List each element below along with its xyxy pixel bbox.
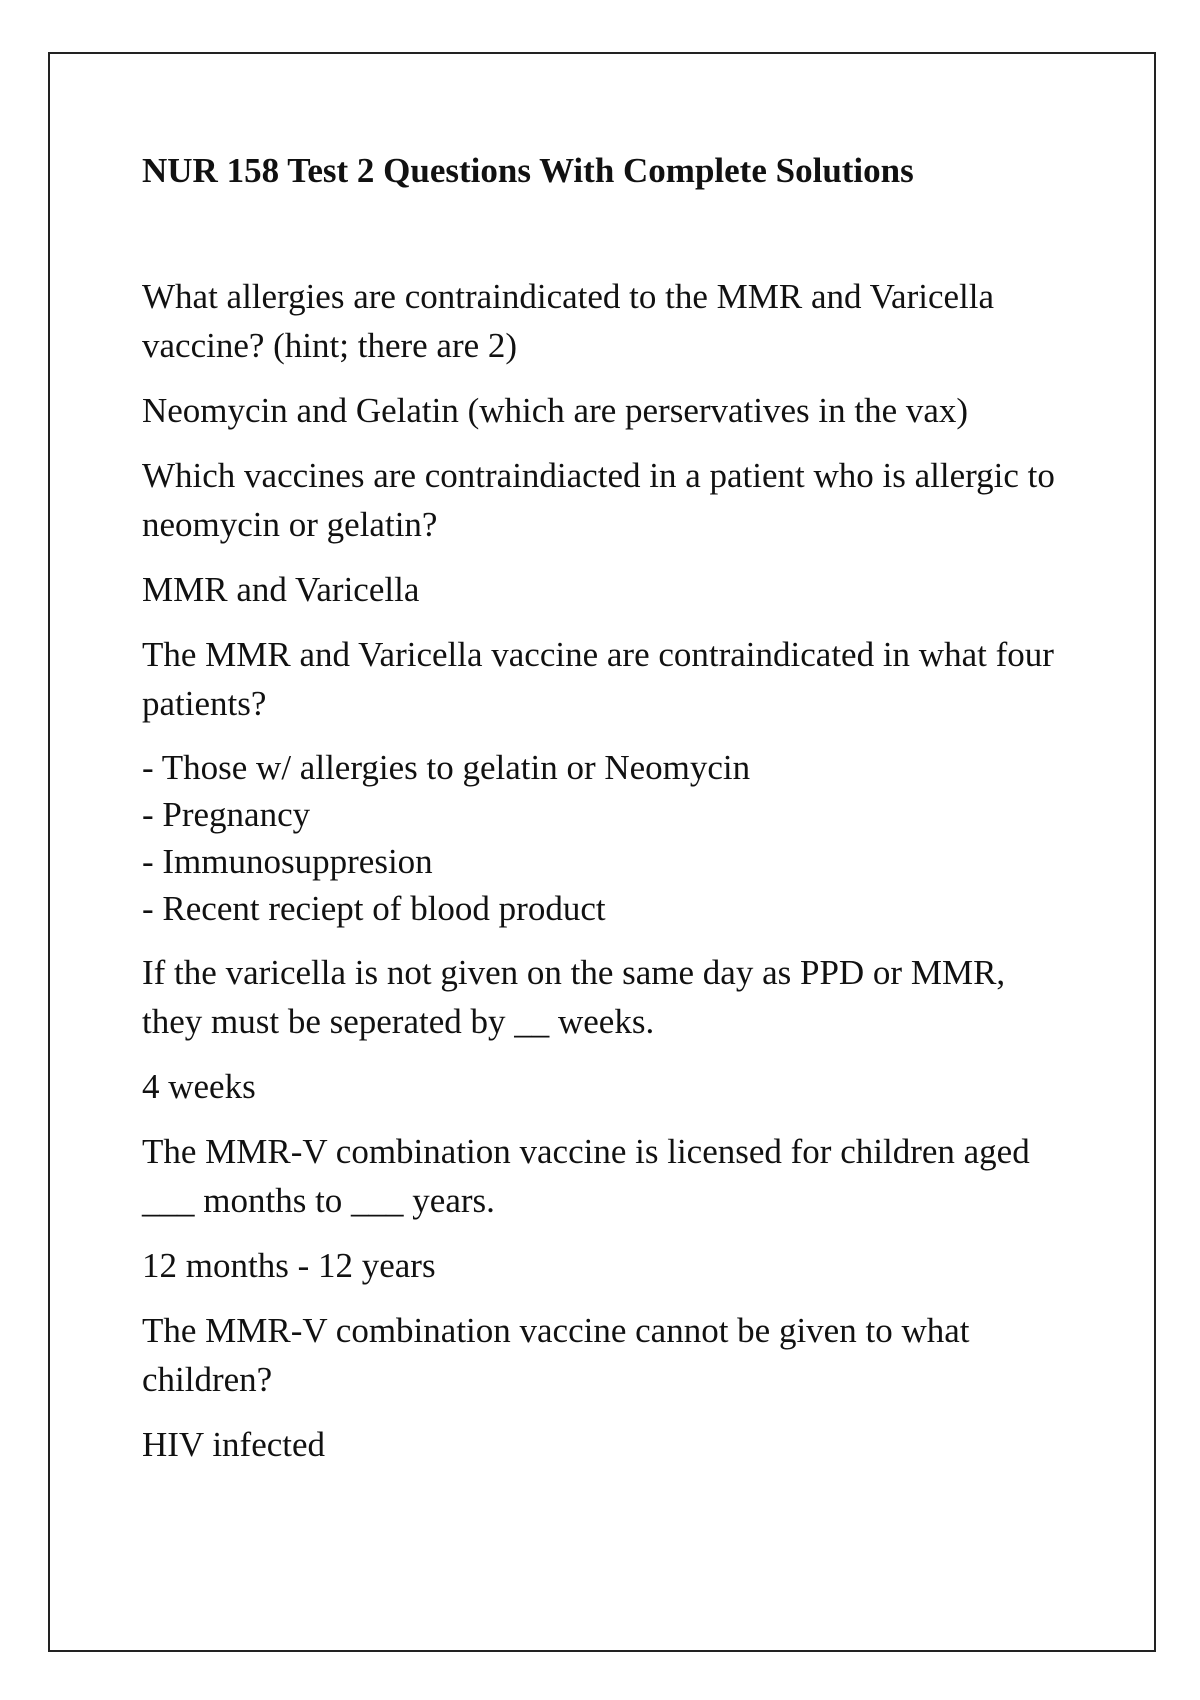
answer-4: 4 weeks <box>142 1067 256 1106</box>
question-2: Which vaccines are contraindiacted in a patient who is allergic to neomycin or gelatin? <box>142 456 1055 544</box>
answer-1: Neomycin and Gelatin (which are perservatives in the vax) <box>142 391 969 430</box>
question-3: The MMR and Varicella vaccine are contraindicated in what four patients? <box>142 635 1054 723</box>
document-body <box>142 150 1062 1485</box>
question-1: What allergies are contraindicated to the MMR and Varicella vaccine? (hint; there are 2) <box>142 277 994 365</box>
question-5: The MMR-V combination vaccine is licensed for children aged ___ months to ___ years. <box>142 1132 1030 1220</box>
answer-5: 12 months - 12 years <box>142 1246 436 1285</box>
answer-3-line: - Immunosuppresion <box>142 842 433 881</box>
answer-3-line: - Pregnancy <box>142 795 311 834</box>
document-title: NUR 158 Test 2 Questions With Complete Solutions <box>142 151 914 190</box>
answer-2: MMR and Varicella <box>142 570 420 609</box>
answer-6: HIV infected <box>142 1425 326 1464</box>
answer-3-line: - Those w/ allergies to gelatin or Neomycin <box>142 748 751 787</box>
answer-3-list <box>142 744 1062 932</box>
question-6: The MMR-V combination vaccine cannot be given to what children? <box>142 1311 970 1399</box>
answer-3-line: - Recent reciept of blood product <box>142 889 606 928</box>
question-4: If the varicella is not given on the same day as PPD or MMR, they must be seperated by __ weeks. <box>142 953 1006 1041</box>
